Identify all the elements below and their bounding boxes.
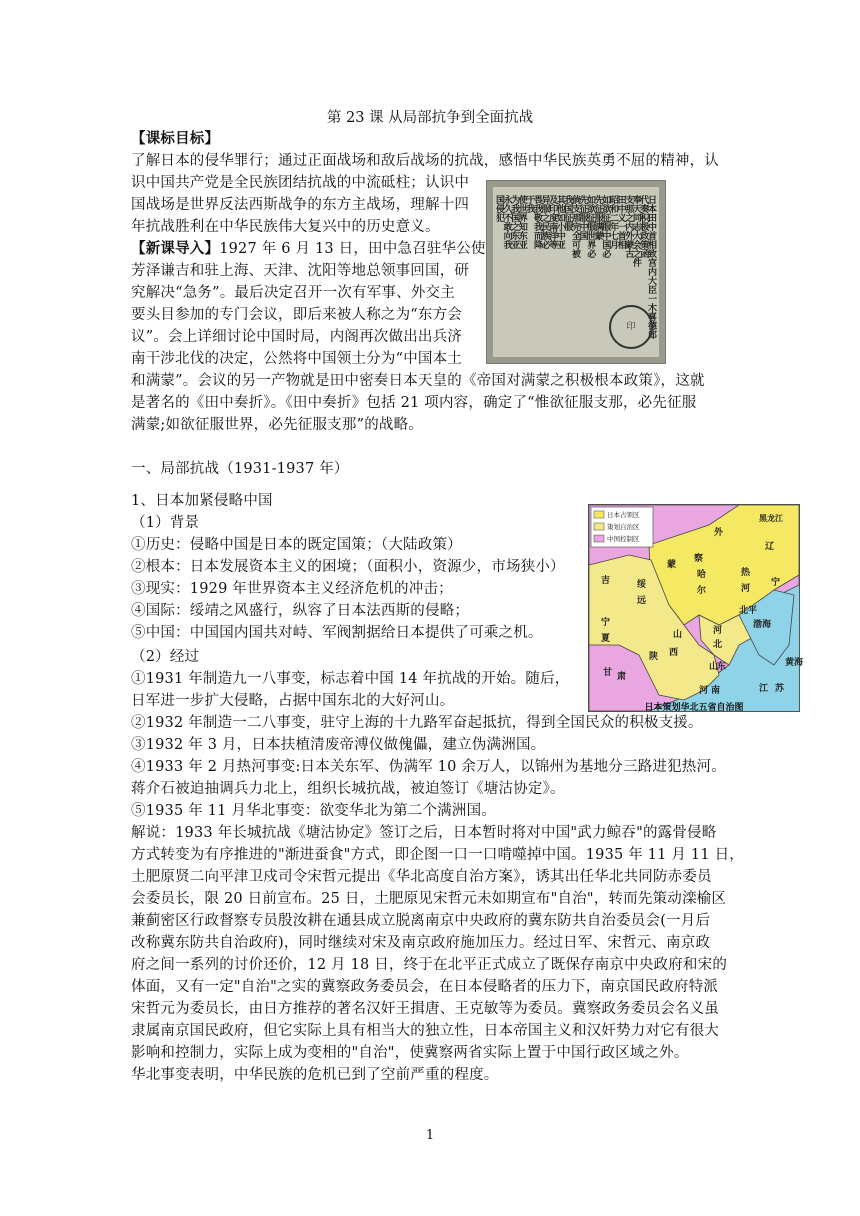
map-region-label: 河 — [713, 626, 723, 636]
text-line: 【新课导入】1927 年 6 月 13 日，田中急召驻华公使 — [131, 240, 486, 257]
map-region-label: 外 — [714, 528, 724, 538]
map-region-label: 北 — [713, 640, 723, 650]
text-line: ⑤中国：中国国内国共对峙、军阀割据给日本提供了可乘之机。 — [131, 625, 543, 641]
map-region-label: 黑龙江 — [759, 514, 783, 523]
photo-text-column: 为我国之东亚 — [509, 195, 520, 249]
text-line: 究解决“急务”。最后决定召开一次有军事、外交主 — [131, 285, 455, 301]
text-line: 国战场是世界反法西斯战争的东方主战场，理解十四 — [131, 197, 470, 213]
text-line: 1、日本加紧侵略中国 — [131, 493, 273, 509]
map-region-label: 热 — [741, 568, 751, 578]
photo-text-column: 先征服满蒙 — [592, 195, 603, 240]
text-line: （1）背景 — [131, 515, 200, 531]
map-caption: 日本策划华北五省自治图 — [644, 703, 744, 713]
text-line: 改称冀东防共自治政府)，同时继续对宋及南京政府施加压力。经过日军、宋哲元、南京政 — [131, 935, 711, 951]
tanaka-memorial-photo — [486, 180, 666, 364]
map-region-label: 河 — [741, 584, 751, 594]
map-region-label: 宁 — [771, 578, 781, 588]
text-line: ③1932 年 3 月，日本扶植清废帝溥仪做傀儡，建立伪满洲国。 — [131, 737, 546, 753]
text-line: ④国际：绥靖之风盛行，纵容了日本法西斯的侵略； — [131, 603, 470, 619]
map-region-label: 东 — [717, 662, 727, 672]
map-region-label: 江 — [759, 684, 769, 694]
text-line: ①1931 年制造九一八事变，标志着中国 14 年抗战的开始。随后， — [131, 671, 570, 687]
map-region-label: 黄海 — [785, 658, 804, 668]
map-region-label: 山 — [709, 662, 719, 672]
text-line: 要头目参加的专门会议，即后来被人称之为“东方会 — [131, 307, 463, 323]
text-line: 芳泽谦吉和驻上海、天津、沈阳等地总领事回国，研 — [131, 263, 470, 279]
text-line: 满蒙;如欲征服世界，必先征服支那”的战略。 — [131, 417, 423, 433]
map-region-label: 吉 — [601, 576, 611, 586]
legend-swatch — [594, 511, 604, 518]
photo-text-column: 及印度南洋等 — [547, 195, 558, 249]
seal-stamp: 印 — [609, 305, 653, 349]
photo-text-column: 倘支那完全可被 — [570, 195, 580, 258]
text-line: ⑤1935 年 11 月华北事变：欲变华北为第二个满洲国。 — [131, 803, 496, 819]
map-region-label: 肃 — [617, 672, 627, 682]
photo-text-column: 我国征服 — [562, 195, 573, 231]
photo-text-column: 如欲征服中国必 — [600, 195, 611, 258]
legend-swatch — [594, 535, 604, 542]
text-line: ②1932 年制造一二八事变，驻守上海的十九路军奋起抵抗，得到全国民众的积极支援。 — [131, 715, 703, 731]
legend-swatch — [594, 523, 604, 530]
text-line: 府之间一系列的讨价还价，12 月 18 日，终于在北平正式成立了既保存南京中央政府和宋的 — [131, 957, 728, 973]
photo-paper — [493, 187, 659, 357]
text-line: 和满蒙”。会议的另一产物就是田中密奏日本天皇的《帝国对满蒙之积极根本政策》，这就 — [131, 373, 705, 389]
text-line: 南干涉北伐的决定，公然将中国领土分为“中国本土 — [131, 351, 463, 367]
text-line: 一、局部抗战（1931-1937 年） — [131, 461, 349, 477]
photo-text-column: 畏我敬我而降 — [532, 195, 542, 249]
map-region-label: 宁 — [601, 618, 611, 628]
text-line: ②根本：日本发展资本主义的困境；（面积小，资源少，市场狭小） — [131, 559, 565, 575]
map-region-label: 山 — [673, 630, 683, 640]
text-line: 隶属南京国民政府，但它实际上具有相当大的独立性，日本帝国主义和汉奸势力对它有很大 — [131, 1023, 719, 1039]
text-line: 【课标目标】 — [131, 130, 220, 147]
map-region-label: 陕 — [649, 652, 659, 662]
map-region-label: 哈 — [697, 570, 707, 580]
photo-text-column: 先征服中国 — [577, 195, 588, 240]
photo-text-column: 奉天同志大会之件 — [630, 195, 641, 267]
north-china-autonomy-map — [588, 504, 804, 712]
lesson-title: 第 23 课 从局部抗争到全面抗战 — [326, 110, 534, 126]
photo-text-column: 支那之内外蒙古 — [623, 195, 634, 258]
photo-text-column: 代奏积极政策函 — [638, 195, 649, 258]
photo-text-column: 于我 — [524, 195, 535, 213]
text-line: 了解日本的侵华罪行；通过正面战场和敌后战场的抗战，感悟中华民族英勇不屈的精神，认 — [131, 153, 719, 169]
map-region-label: 察 — [694, 554, 704, 564]
legend-label: 日本占领区 — [607, 511, 640, 519]
text-line: 识中国共产党是全民族团结抗战的中流砥柱；认识中 — [131, 175, 470, 191]
map-region-label: 渤海 — [753, 620, 772, 630]
text-line: 土肥原贤二向平津卫戍司令宋哲元提出《华北高度自治方案》，诱其出任华北共同防赤委员 — [131, 869, 712, 885]
map-region-label: 夏 — [601, 634, 611, 644]
photo-text-column: 异服之民族必 — [539, 195, 550, 249]
map-region-label: 甘 — [603, 668, 613, 678]
text-line: 影响和控制力，实际上成为变相的"自治"，使冀察两省实际上置于中国行政区域之外。 — [131, 1045, 689, 1061]
text-line: 会委员长，限 20 日前宣布。25 日，土肥原见宋哲元未如期宣布"自治"，转而先策动滦榆区 — [131, 891, 727, 907]
text-line: 日军进一步扩大侵略，占据中国东北的大好河山。 — [131, 693, 455, 709]
photo-text-column: 昭和二年七月 — [608, 195, 618, 249]
text-line: 是著名的《田中奏折》。《田中奏折》包括 21 项内容，确定了“惟欲征服支那，必先征服 — [131, 395, 697, 411]
text-line: 年抗战胜利在中华民族伟大复兴中的历史意义。 — [131, 219, 440, 235]
photo-text-column: 使世界知东亚 — [516, 195, 527, 249]
photo-text-column: 国侵犯 — [494, 195, 504, 222]
photo-text-column: 日本田中首相致宫内大臣一木喜德郎 — [646, 195, 656, 339]
map-region-label: 尔 — [697, 586, 707, 596]
text-line: 体面，又有一定"自治"之实的冀察政务委员会，在日本侵略者的压力下，南京国民政府特派 — [131, 979, 719, 995]
text-line: 方式转变为有序推进的"渐进蚕食"方式，即企图一口一口啃噬掉中国。1935 年 11 月 11 日， — [131, 847, 744, 863]
photo-text-column: 其他如小中亚 — [554, 195, 565, 249]
map-region-label: 南 — [711, 686, 721, 696]
map-region-label: 远 — [637, 596, 647, 606]
text-line: 议”。会上详细讨论中国时局，内阁再次做出出兵济 — [131, 329, 463, 345]
map-region-label: 绥 — [637, 580, 647, 590]
map-region-label: 辽 — [765, 542, 775, 552]
map-region-label: 苏 — [775, 684, 785, 694]
map-region-label: 河 — [699, 686, 709, 696]
page-number: 1 — [425, 1128, 435, 1143]
text-line: 解说：1933 年长城抗战《塘沽协定》签订之后，日本暂时将对中国"武力鲸吞"的露骨侵略 — [131, 825, 717, 841]
text-line: 兼蓟密区行政督察专员殷汝耕在通县成立脱离南京中央政府的冀东防共自治委员会(一月后 — [131, 913, 711, 929]
legend-label: 中国控制区 — [607, 535, 640, 543]
map-region-label: 蒙 — [667, 560, 677, 570]
photo-text-column: 如欲征服世界必 — [585, 195, 596, 258]
map-region-label: 西 — [669, 648, 679, 658]
text-line: 蒋介石被迫抽调兵力北上，组织长城抗战，被迫签订《塘沽协定》。 — [131, 781, 565, 797]
text-line: ③现实：1929 年世界资本主义经济危机的冲击； — [131, 581, 453, 597]
legend-label: 策划自治区 — [607, 523, 640, 531]
text-line: 华北事变表明，中华民族的危机已到了空前严重的程度。 — [131, 1067, 499, 1083]
map-region-label: 北平 — [739, 606, 758, 616]
text-line: ④1933 年 2 月热河事变:日本关东军、伪满军 10 余万人，以锦州为基地分三路进犯热河。 — [131, 759, 726, 775]
text-line: （2）经过 — [131, 649, 200, 665]
text-line: 宋哲元为委员长，由日方推荐的著名汉奸王揖唐、王克敏等为委员。冀察政务委员会名义虽 — [131, 1001, 719, 1017]
photo-text-column: 永久不敢向我 — [501, 195, 512, 249]
photo-text-column: 田中义一首相 — [615, 195, 626, 249]
text-line: ①历史：侵略中国是日本的既定国策；（大陆政策） — [131, 537, 462, 553]
